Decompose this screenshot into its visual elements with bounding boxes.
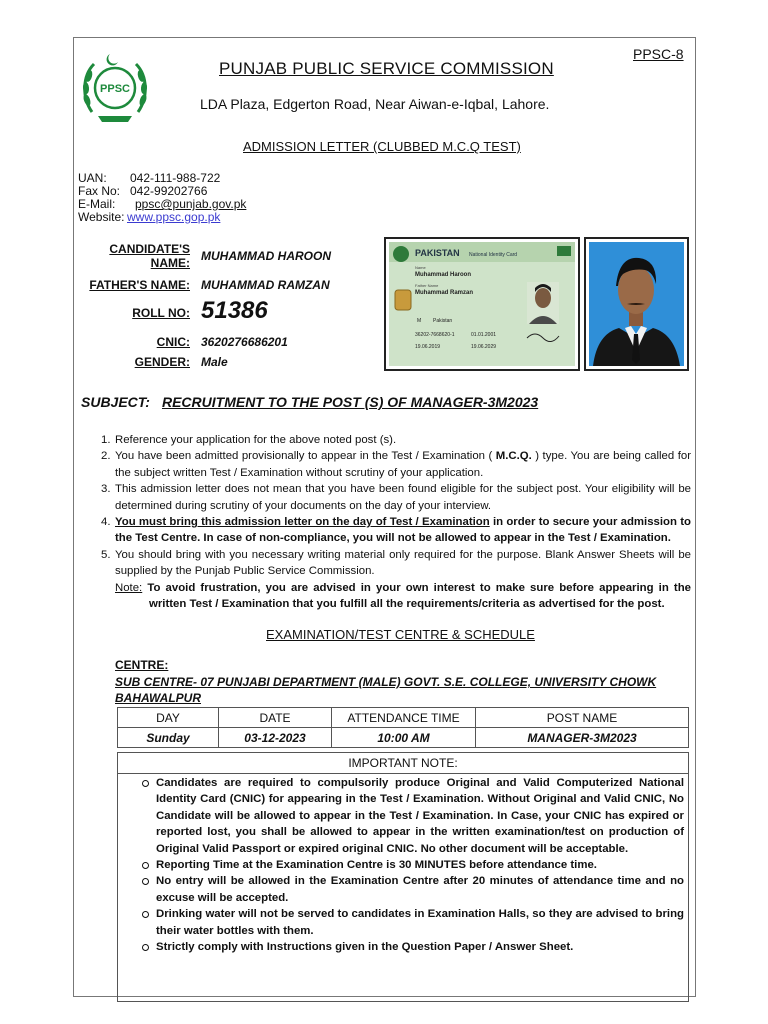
organization-address: LDA Plaza, Edgerton Road, Near Aiwan-e-Iqbal, Lahore. <box>200 96 550 112</box>
col-post-name: POST NAME <box>476 708 689 728</box>
note-item-text: No entry will be allowed in the Examination Centre after 20 minutes of attendance time and no excuse will be accepted. <box>156 875 684 904</box>
cnic-label: CNIC: <box>156 335 190 349</box>
uan-label: UAN: <box>78 171 107 185</box>
instructions-list <box>101 432 691 612</box>
list-item <box>156 906 684 939</box>
cell-post: MANAGER-3M2023 <box>476 728 689 748</box>
important-notes-list <box>156 775 684 955</box>
bullet-icon <box>142 780 149 787</box>
card-expiry: 19.06.2029 <box>471 344 497 350</box>
list-item <box>101 432 691 448</box>
bullet-icon <box>142 911 149 918</box>
candidate-photo-frame <box>584 237 689 371</box>
logo-text: PPSC <box>100 83 130 95</box>
card-gender: M <box>417 318 422 324</box>
schedule-table <box>117 707 689 748</box>
bullet-icon <box>142 878 149 885</box>
subject-value: RECRUITMENT TO THE POST (S) OF MANAGER-3M2023 <box>161 394 539 410</box>
col-day: DAY <box>118 708 219 728</box>
subject-line <box>81 394 538 410</box>
list-item <box>156 775 684 857</box>
item-text-underlined: You must bring this admission letter on the day of Test / Examination <box>115 516 490 529</box>
item-number: 5. <box>101 548 111 561</box>
item-number: 4. <box>101 516 111 529</box>
col-date: DATE <box>219 708 332 728</box>
item-text: This admission letter does not mean that you have been found eligible for the subject post. Your eligibility will be determined during scrutiny of your documents on the day of your interview. <box>115 483 691 512</box>
card-father-field: Father Name <box>415 283 439 288</box>
item-number: 1. <box>101 434 111 446</box>
gender-label: GENDER: <box>134 355 190 369</box>
card-name-field: Name <box>415 265 426 270</box>
gender-value: Male <box>201 355 228 369</box>
item-text-cont: ) type. You are being called for the subject written Test / Examination without scrutiny of your application. <box>115 450 691 479</box>
list-item <box>101 481 691 514</box>
subject-label: SUBJECT: <box>81 394 150 410</box>
cell-day: Sunday <box>118 728 219 748</box>
card-name-value: Muhammad Haroon <box>415 272 472 278</box>
candidate-name-label-line1: CANDIDATE'S <box>109 242 190 256</box>
uan-value: 042-111-988-722 <box>130 171 221 185</box>
note-text: To avoid frustration, you are advised in your own interest to make sure before appearing in the written Test / Examination that you fulfill all the requirements/criteria as advertised for the post. <box>147 581 691 611</box>
note-item <box>115 580 691 613</box>
item-number: 2. <box>101 450 111 463</box>
cnic-card-image <box>389 242 575 366</box>
mcq-emphasis: M.C.Q. <box>495 450 532 463</box>
cnic-card-frame <box>384 237 580 371</box>
bullet-icon <box>142 862 149 869</box>
fax-label: Fax No: <box>78 184 121 198</box>
cell-time: 10:00 AM <box>332 728 476 748</box>
col-attendance-time: ATTENDANCE TIME <box>332 708 476 728</box>
table-row <box>118 728 689 748</box>
candidate-name: MUHAMMAD HAROON <box>201 249 331 263</box>
list-item <box>101 514 691 547</box>
roll-no: 51386 <box>201 297 268 324</box>
form-code: PPSC-8 <box>633 46 684 62</box>
list-item <box>156 873 684 906</box>
email-link[interactable]: ppsc@punjab.gov.pk <box>135 197 247 211</box>
card-title: National Identity Card <box>469 252 518 258</box>
item-text: in order to secure your admission to the Test Centre. In case of non-compliance, you will not be allowed to appear in the Test / Examination. <box>115 516 691 545</box>
centre-label: CENTRE: <box>115 658 169 672</box>
candidate-name-label-line2: NAME: <box>150 256 190 270</box>
cnic-value: 3620276686201 <box>201 335 288 349</box>
list-item <box>101 448 691 481</box>
cell-date: 03-12-2023 <box>219 728 332 748</box>
note-item-text: Drinking water will not be served to candidates in Examination Halls, so they are advised to bring their water bottles with them. <box>156 908 684 937</box>
table-header-row <box>118 708 689 728</box>
card-father-value: Muhammad Ramzan <box>415 290 474 296</box>
father-name: MUHAMMAD RAMZAN <box>201 278 330 292</box>
list-item <box>156 939 684 955</box>
note-item-text: Reporting Time at the Examination Centre is 30 MINUTES before attendance time. <box>156 859 597 872</box>
father-name-label: FATHER'S NAME: <box>89 278 190 292</box>
list-item <box>101 547 691 580</box>
item-text: You should bring with you necessary writing material only required for the purpose. Blank Answer Sheets will be supplied by the Punjab Public Service Commission. <box>115 548 691 578</box>
centre-value: SUB CENTRE- 07 PUNJABI DEPARTMENT (MALE) GOVT. S.E. COLLEGE, UNIVERSITY CHOWK BAHAWALPUR <box>115 675 657 705</box>
website-link[interactable]: www.ppsc.gop.pk <box>127 210 221 224</box>
note-label: Note: <box>115 581 143 594</box>
note-item-text: Strictly comply with Instructions given in the Question Paper / Answer Sheet. <box>156 941 574 954</box>
candidate-photo <box>589 242 684 366</box>
list-item <box>156 857 684 873</box>
card-country: PAKISTAN <box>415 248 460 258</box>
exam-schedule-heading: EXAMINATION/TEST CENTRE & SCHEDULE <box>266 627 535 642</box>
website-label: Website: <box>78 210 125 224</box>
note-item-text: Candidates are required to compulsorily produce Original and Valid Computerized National Identity Card (CNIC) for appearing in the Test / Examination. Without Original and Valid CNIC, No Candidate will be allowed to appear in the Test / Examination. In Case, your CNIC has expired or reported lost, you shall be allowed to appear in the written examination/test on production of Original Valid Passport or expired original CNIC. No other document will be acceptable. <box>156 777 684 855</box>
fax-value: 042-99202766 <box>130 184 208 198</box>
card-dob: 01.01.2001 <box>471 332 497 338</box>
item-text: Reference your application for the above noted post (s). <box>115 434 397 446</box>
card-issue: 19.06.2019 <box>415 344 441 350</box>
card-id-number: 36202-7668620-1 <box>415 332 455 338</box>
item-number: 3. <box>101 483 111 496</box>
bullet-icon <box>142 944 149 951</box>
card-country-value: Pakistan <box>433 318 453 324</box>
important-note-box <box>117 752 689 1002</box>
ppsc-logo <box>80 50 150 124</box>
email-label: E-Mail: <box>78 197 116 211</box>
item-text: You have been admitted provisionally to appear in the Test / Examination ( <box>115 450 496 463</box>
important-note-title: IMPORTANT NOTE: <box>118 753 688 774</box>
organization-title: PUNJAB PUBLIC SERVICE COMMISSION <box>219 59 554 78</box>
candidate-name-label <box>100 242 190 270</box>
letter-title: ADMISSION LETTER (CLUBBED M.C.Q TEST) <box>243 139 521 154</box>
contact-website <box>78 211 220 224</box>
roll-no-label: ROLL NO: <box>132 306 190 320</box>
